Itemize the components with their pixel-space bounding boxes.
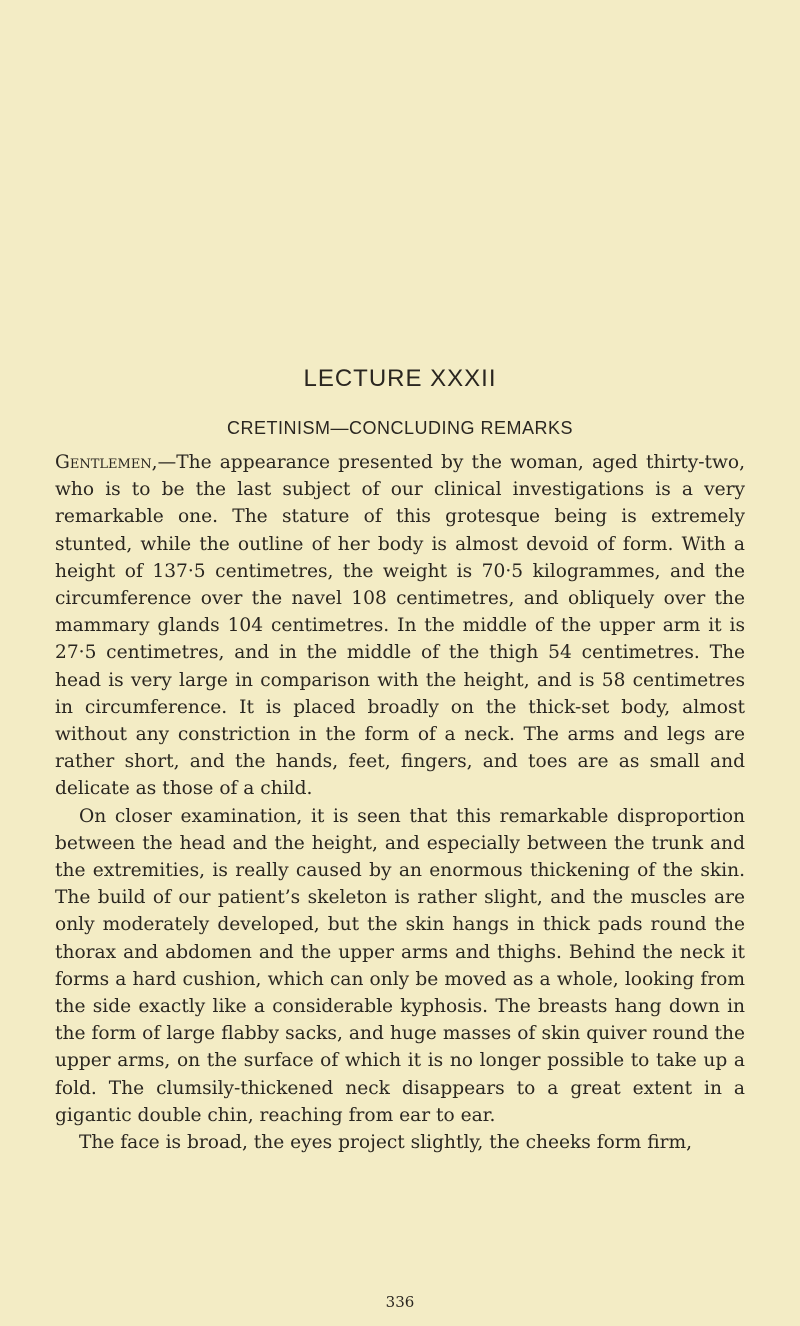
body-text [55, 449, 745, 1156]
paragraph-3: The face is broad, the eyes project slightly, the cheeks form firm, [79, 1132, 693, 1154]
page-number: 336 [385, 1293, 415, 1311]
book-page [55, 0, 745, 1326]
paragraph-1-text: —The appearance presented by the woman, aged thirty-two, who is to be the last subject of our clinical investigations is a very remarkable one. The stature of this grotesque being is extremely stunted, while the outline of her body is almost devoid of form. With a height of 137·5 centimetres, the weight is 70·5 kilogrammes, and the circumference over the navel 108 centimetres, and obliquely over the mammary glands 104 centimetres. In the middle of the upper arm it is 27·5 centimetres, and in the middle of the thigh 54 centimetres. The head is very large in comparison with the height, and is 58 centimetres in circumference. It is placed broadly on the thick-set body, almost without any constriction in the form of a neck. The arms and legs are rather short, and the hands, feet, fingers, and toes are as small and delicate as those of a child. [55, 452, 745, 800]
lecture-title: LECTURE XXXII [303, 365, 497, 392]
chapter-subtitle: CRETINISM—CONCLUDING REMARKS [226, 418, 574, 438]
paragraph-1 [55, 449, 745, 803]
paragraph-2: On closer examination, it is seen that this remarkable disproportion between the head and the height, and especially between the trunk and the extremities, is really caused by an enormous thickening of the skin. The build of our patient’s skeleton is rather slight, and the muscles are only moderately developed, but the skin hangs in thick pads round the thorax and abdomen and the upper arms and thighs. Behind the neck it forms a hard cushion, which can only be moved as a whole, looking from the side exactly like a considerable kyphosis. The breasts hang down in the form of large flabby sacks, and huge masses of skin quiver round the upper arms, on the surface of which it is no longer possible to take up a fold. The clumsily-thickened neck disappears to a great extent in a gigantic double chin, reaching from ear to ear. [55, 805, 745, 1126]
salutation: Gentlemen, [55, 452, 158, 473]
